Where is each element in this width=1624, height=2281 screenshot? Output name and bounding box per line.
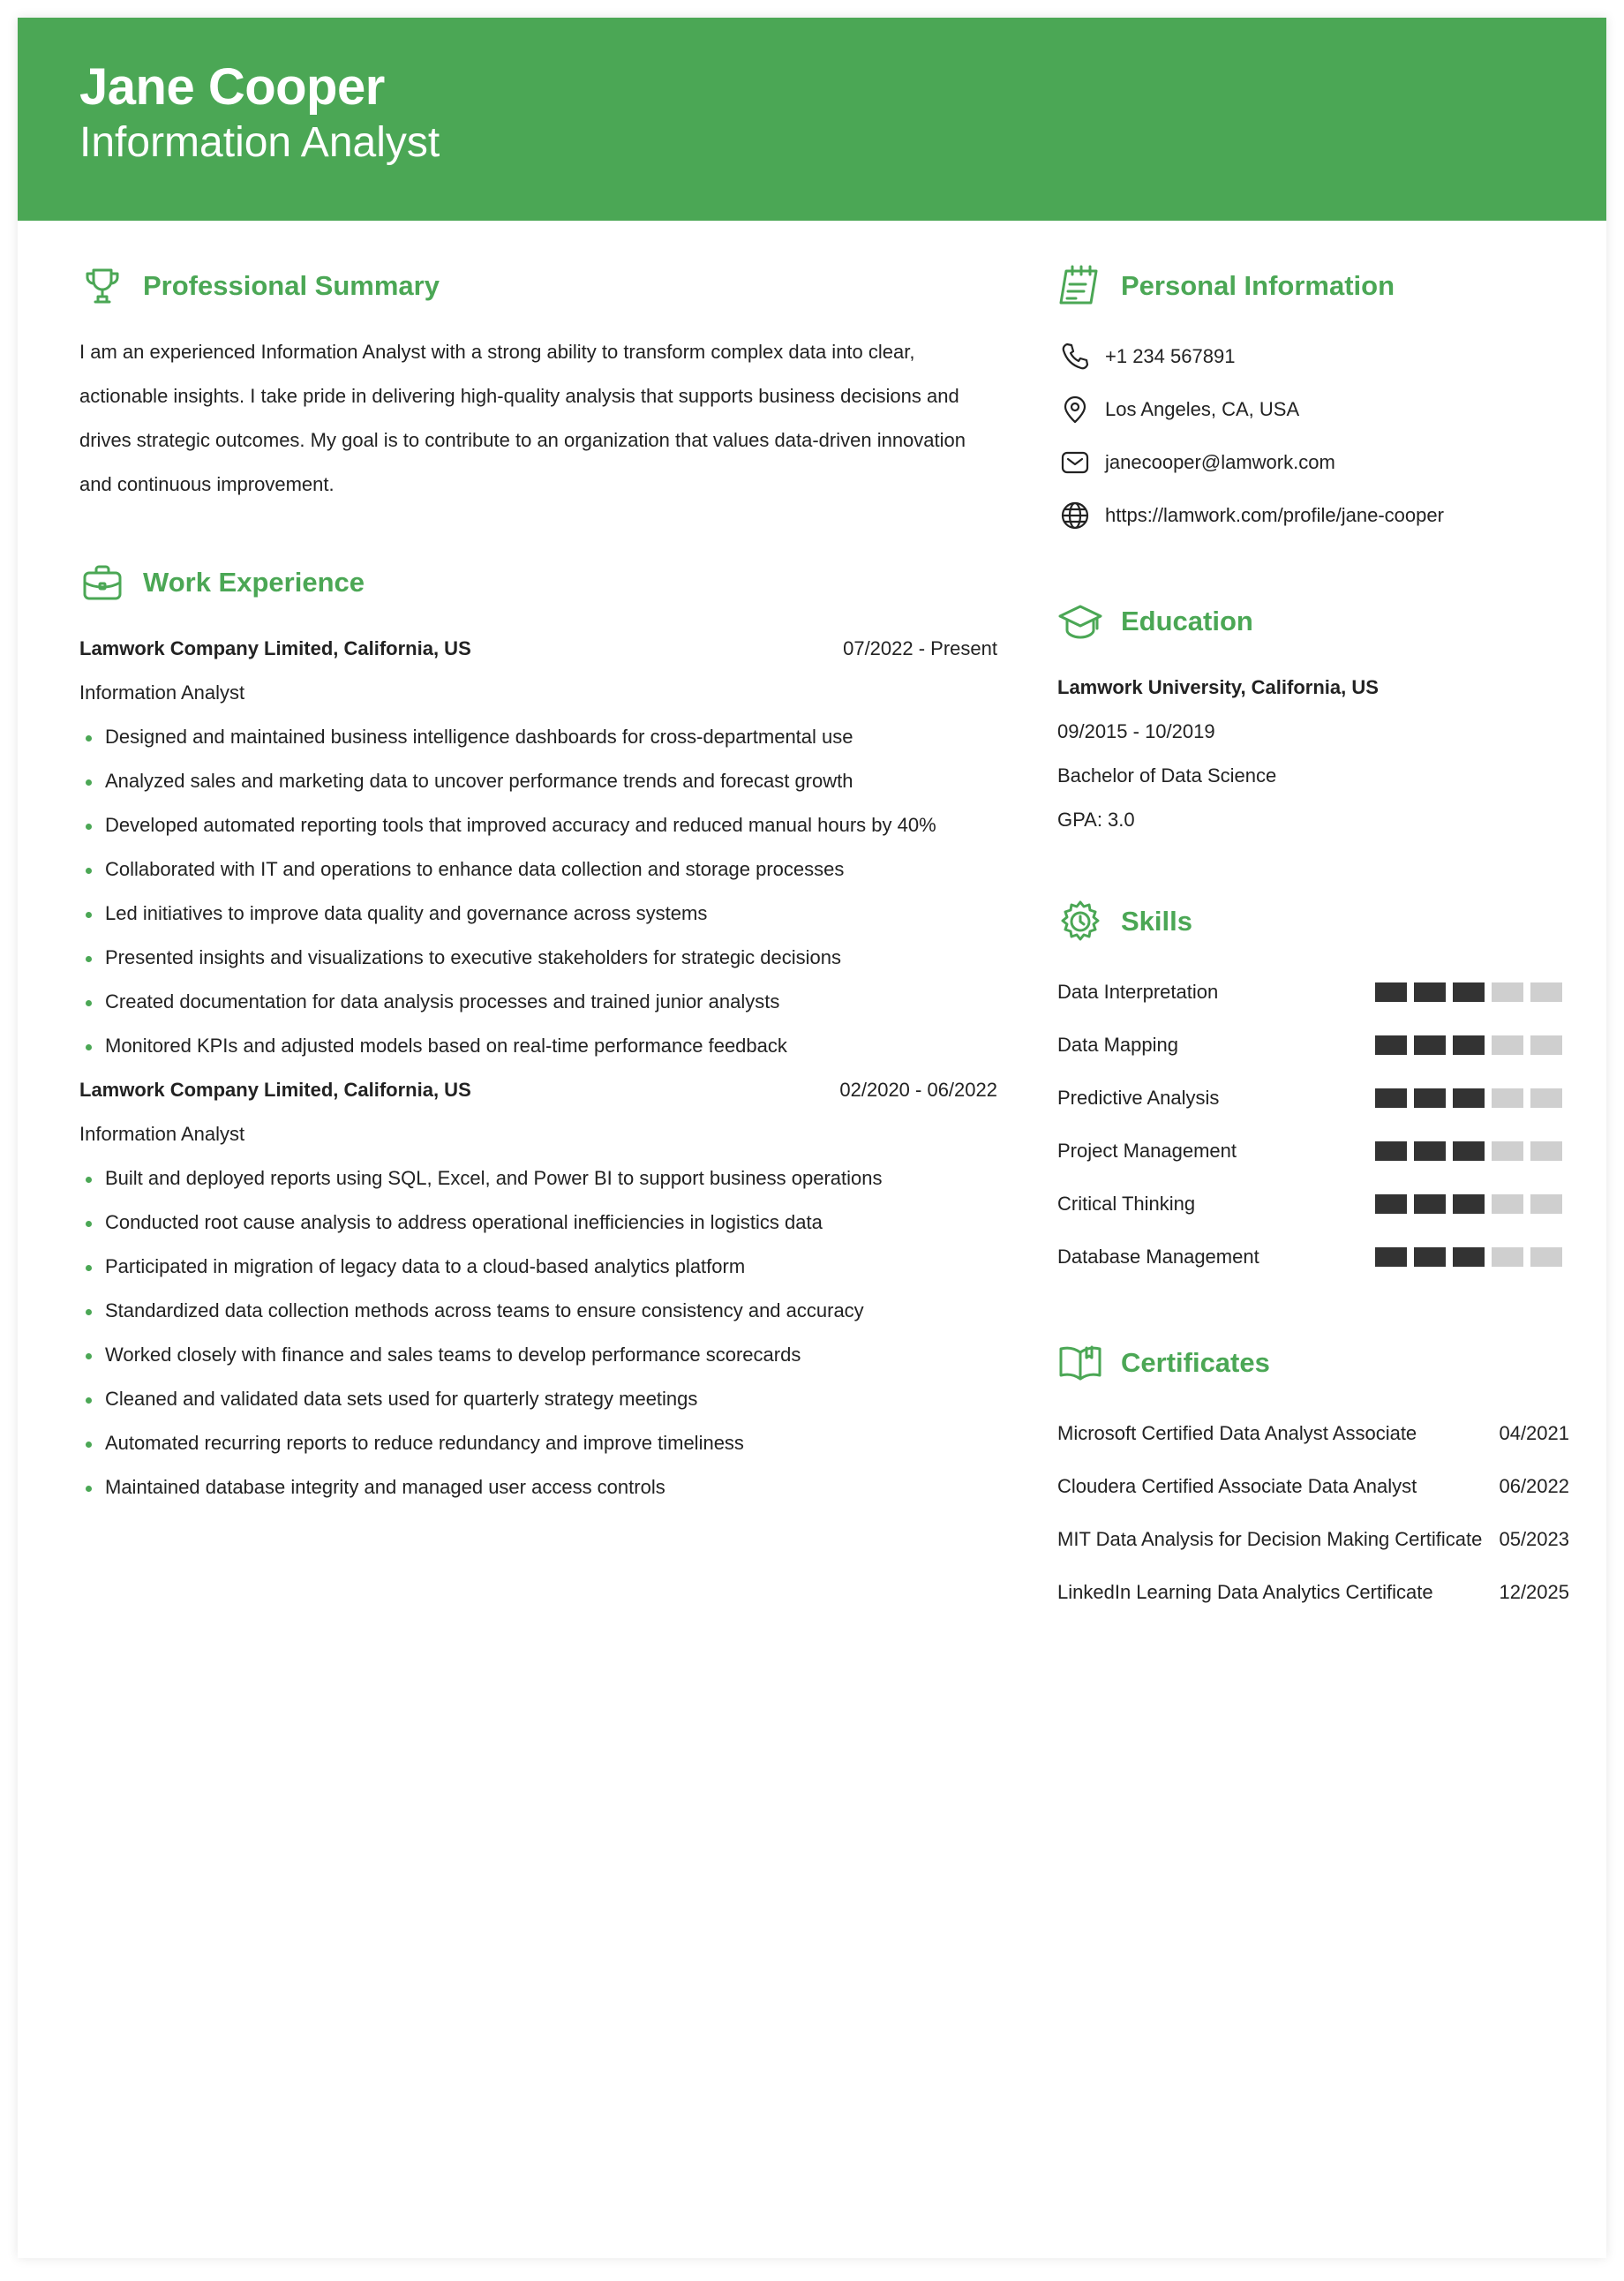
certificate-name: Microsoft Certified Data Analyst Associate xyxy=(1057,1422,1417,1444)
personal-heading xyxy=(1057,260,1569,312)
skill-row xyxy=(1057,1072,1569,1125)
skill-level-segment xyxy=(1453,1035,1485,1055)
education-degree: Bachelor of Data Science xyxy=(1057,764,1277,787)
job-bullet: Created documentation for data analysis processes and trained junior analysts xyxy=(79,980,997,1024)
job-bullet: Monitored KPIs and adjusted models based on real-time performance feedback xyxy=(79,1024,997,1068)
summary-text: I am an experienced Information Analyst with a strong ability to transform complex data into clear, actionable insights. I take pride in delivering high-quality analysis that supports business decisions and drives strategic outcomes. My goal is to contribute to an organization that values data-driven innovation and continuous improvement. xyxy=(79,341,966,495)
skill-level-segment xyxy=(1492,1035,1523,1055)
left-column xyxy=(79,221,997,1509)
job-bullet: Developed automated reporting tools that improved accuracy and reduced manual hours by 40% xyxy=(79,803,997,847)
job-bullet: Conducted root cause analysis to address operational inefficiencies in logistics data xyxy=(79,1201,997,1245)
skill-level-segment xyxy=(1414,1088,1446,1108)
skill-name: Data Interpretation xyxy=(1057,981,1219,1003)
job-header xyxy=(79,627,997,671)
education-dates: 09/2015 - 10/2019 xyxy=(1057,720,1215,742)
calendar-note-icon xyxy=(1057,263,1103,309)
education-school: Lamwork University, California, US xyxy=(1057,676,1379,698)
job-bullets xyxy=(79,1156,997,1509)
skill-level-segment xyxy=(1414,1035,1446,1055)
open-book-icon xyxy=(1057,1340,1103,1386)
skill-level-segment xyxy=(1492,982,1523,1002)
skill-level-bar xyxy=(1375,1247,1562,1267)
website-row xyxy=(1057,489,1569,542)
phone-icon xyxy=(1057,339,1093,374)
certificates-title: Certificates xyxy=(1121,1347,1270,1378)
skill-level-segment xyxy=(1375,982,1407,1002)
skill-level-segment xyxy=(1530,1194,1562,1214)
certificate-row xyxy=(1057,1460,1569,1513)
skill-level-segment xyxy=(1453,982,1485,1002)
skill-level-segment xyxy=(1453,1141,1485,1161)
skills-list xyxy=(1057,966,1569,1284)
summary-section xyxy=(79,260,997,507)
skill-level-segment xyxy=(1453,1194,1485,1214)
job-bullets xyxy=(79,715,997,1068)
job-bullet: Analyzed sales and marketing data to uncover performance trends and forecast growth xyxy=(79,759,997,803)
briefcase-icon xyxy=(79,560,125,606)
phone-row xyxy=(1057,330,1569,383)
skill-level-segment xyxy=(1414,1194,1446,1214)
job-company: Lamwork Company Limited, California, US xyxy=(79,1079,471,1101)
right-column xyxy=(1057,221,1569,1619)
website-link[interactable]: https://lamwork.com/profile/jane-cooper xyxy=(1105,504,1444,526)
skill-level-bar xyxy=(1375,1194,1562,1214)
skill-row xyxy=(1057,1125,1569,1178)
location-text: Los Angeles, CA, USA xyxy=(1105,398,1300,420)
job-bullet: Cleaned and validated data sets used for quarterly strategy meetings xyxy=(79,1377,997,1421)
skill-level-segment xyxy=(1414,1141,1446,1161)
skill-level-segment xyxy=(1375,1194,1407,1214)
skill-level-segment xyxy=(1530,1141,1562,1161)
email-link[interactable]: janecooper@lamwork.com xyxy=(1105,451,1335,473)
skill-level-bar xyxy=(1375,1141,1562,1161)
graduation-cap-icon xyxy=(1057,598,1103,644)
summary-title: Professional Summary xyxy=(143,270,440,301)
job-bullet: Participated in migration of legacy data to a cloud-based analytics platform xyxy=(79,1245,997,1289)
skill-level-segment xyxy=(1530,1088,1562,1108)
job-bullet: Presented insights and visualizations to executive stakeholders for strategic decisions xyxy=(79,936,997,980)
certificate-row xyxy=(1057,1407,1569,1460)
job-bullet: Maintained database integrity and managed user access controls xyxy=(79,1465,997,1509)
skill-level-bar xyxy=(1375,982,1562,1002)
job-bullet: Built and deployed reports using SQL, Excel, and Power BI to support business operations xyxy=(79,1156,997,1201)
job-header xyxy=(79,1068,997,1112)
mail-icon xyxy=(1057,445,1093,480)
gear-clock-icon xyxy=(1057,899,1103,945)
resume-page xyxy=(18,18,1606,2258)
skill-level-segment xyxy=(1530,1247,1562,1267)
skill-name: Predictive Analysis xyxy=(1057,1087,1220,1109)
experience-heading xyxy=(79,556,997,609)
experience-title: Work Experience xyxy=(143,567,365,598)
job-bullet: Collaborated with IT and operations to enhance data collection and storage processes xyxy=(79,847,997,892)
skills-title: Skills xyxy=(1121,906,1192,937)
location-row xyxy=(1057,383,1569,436)
education-title: Education xyxy=(1121,606,1253,636)
certificate-date: 04/2021 xyxy=(1499,1422,1569,1444)
resume-header xyxy=(18,18,1606,221)
certificates-heading xyxy=(1057,1336,1569,1389)
job-company: Lamwork Company Limited, California, US xyxy=(79,637,471,659)
job-title: Information Analyst xyxy=(79,1123,245,1145)
skill-level-bar xyxy=(1375,1088,1562,1108)
skills-heading xyxy=(1057,895,1569,948)
personal-title: Personal Information xyxy=(1121,270,1395,301)
job-entry xyxy=(79,627,997,1068)
certificate-name: Cloudera Certified Associate Data Analyst xyxy=(1057,1475,1417,1497)
certificate-name: MIT Data Analysis for Decision Making Certificate xyxy=(1057,1528,1483,1550)
job-bullet: Led initiatives to improve data quality and governance across systems xyxy=(79,892,997,936)
certificate-row xyxy=(1057,1513,1569,1566)
experience-section xyxy=(79,556,997,1509)
skill-level-segment xyxy=(1375,1141,1407,1161)
certificate-date: 06/2022 xyxy=(1499,1475,1569,1497)
skill-name: Data Mapping xyxy=(1057,1034,1178,1056)
candidate-title: Information Analyst xyxy=(79,118,440,166)
skill-name: Critical Thinking xyxy=(1057,1193,1196,1215)
personal-section xyxy=(1057,260,1569,542)
phone-text: +1 234 567891 xyxy=(1105,345,1236,367)
skill-row xyxy=(1057,1178,1569,1231)
education-section xyxy=(1057,595,1569,842)
skill-level-segment xyxy=(1414,982,1446,1002)
skills-section xyxy=(1057,895,1569,1284)
certificate-name: LinkedIn Learning Data Analytics Certificate xyxy=(1057,1581,1433,1603)
certificate-row xyxy=(1057,1566,1569,1619)
skill-level-segment xyxy=(1492,1194,1523,1214)
skill-row xyxy=(1057,966,1569,1019)
job-bullet: Standardized data collection methods across teams to ensure consistency and accuracy xyxy=(79,1289,997,1333)
skill-row xyxy=(1057,1231,1569,1284)
skill-level-segment xyxy=(1530,982,1562,1002)
certificates-section xyxy=(1057,1336,1569,1619)
certificates-list xyxy=(1057,1407,1569,1619)
trophy-icon xyxy=(79,263,125,309)
job-bullet: Automated recurring reports to reduce redundancy and improve timeliness xyxy=(79,1421,997,1465)
job-bullet: Worked closely with finance and sales teams to develop performance scorecards xyxy=(79,1333,997,1377)
skill-level-segment xyxy=(1375,1247,1407,1267)
skill-level-segment xyxy=(1453,1247,1485,1267)
skill-level-segment xyxy=(1492,1088,1523,1108)
job-entry xyxy=(79,1068,997,1509)
skill-level-segment xyxy=(1453,1088,1485,1108)
skill-level-segment xyxy=(1414,1247,1446,1267)
education-gpa: GPA: 3.0 xyxy=(1057,809,1135,831)
skill-level-segment xyxy=(1492,1247,1523,1267)
job-bullet: Designed and maintained business intelligence dashboards for cross-departmental use xyxy=(79,715,997,759)
certificate-date: 12/2025 xyxy=(1499,1581,1569,1603)
summary-heading xyxy=(79,260,997,312)
skill-level-segment xyxy=(1375,1035,1407,1055)
job-dates: 02/2020 - 06/2022 xyxy=(839,1079,997,1101)
skill-level-bar xyxy=(1375,1035,1562,1055)
globe-icon xyxy=(1057,498,1093,533)
certificate-date: 05/2023 xyxy=(1499,1528,1569,1550)
map-pin-icon xyxy=(1057,392,1093,427)
skill-level-segment xyxy=(1375,1088,1407,1108)
job-title: Information Analyst xyxy=(79,681,245,704)
education-heading xyxy=(1057,595,1569,648)
skill-level-segment xyxy=(1492,1141,1523,1161)
skill-name: Project Management xyxy=(1057,1140,1237,1162)
candidate-name: Jane Cooper xyxy=(79,58,385,116)
skill-row xyxy=(1057,1019,1569,1072)
skill-level-segment xyxy=(1530,1035,1562,1055)
skill-name: Database Management xyxy=(1057,1246,1259,1268)
email-row xyxy=(1057,436,1569,489)
job-dates: 07/2022 - Present xyxy=(843,637,997,659)
